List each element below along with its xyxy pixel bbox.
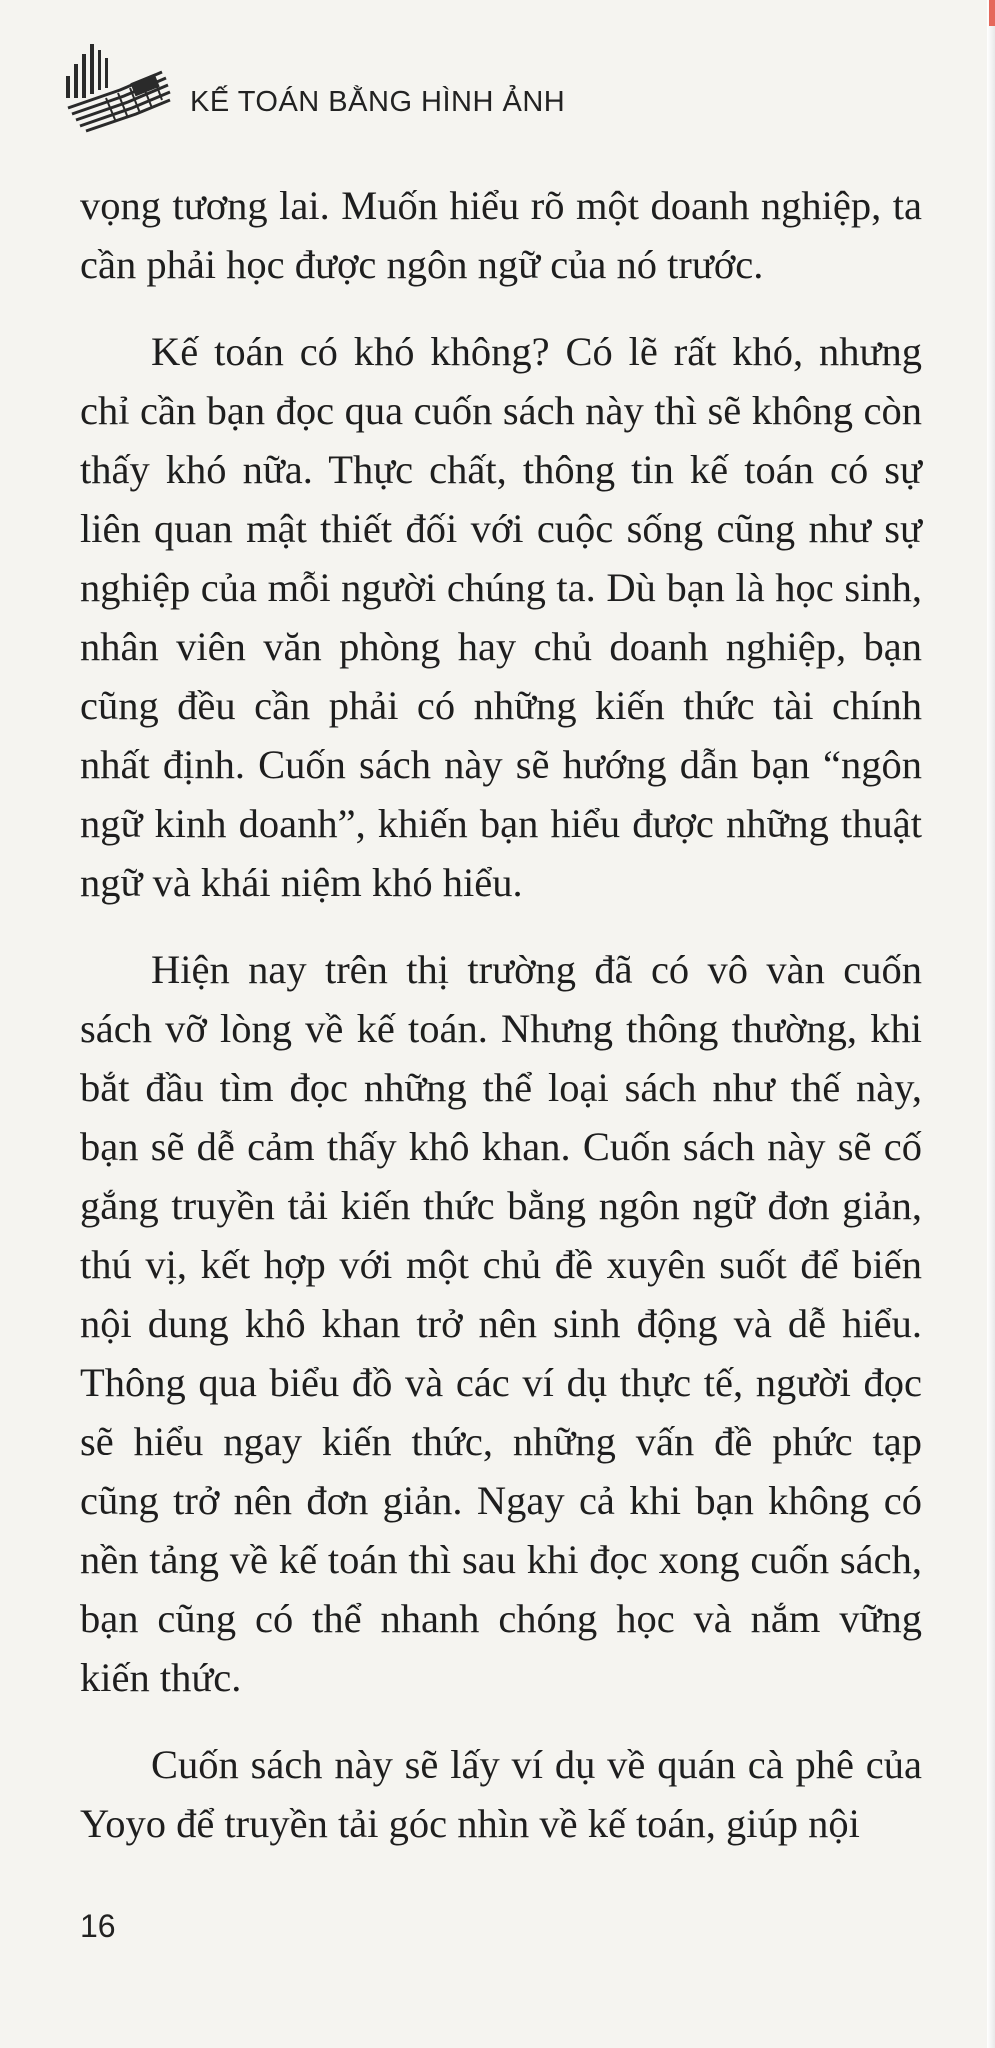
paragraph: vọng tương lai. Muốn hiểu rõ một doanh nghiệp, ta cần phải học được ngôn ngữ của nó trước. <box>80 183 922 287</box>
page-number: 16 <box>80 1908 116 1944</box>
main-text <box>80 176 922 1881</box>
book-logo-icon <box>62 38 177 138</box>
running-title: KẾ TOÁN BẰNG HÌNH ẢNH <box>190 86 566 118</box>
paragraph: Kế toán có khó không? Có lẽ rất khó, nhưng chỉ cần bạn đọc qua cuốn sách này thì sẽ không còn thấy khó nữa. Thực chất, thông tin kế toán có sự liên quan mật thiết đối với cuộc sống cũng như sự nghiệp của mỗi người chúng ta. Dù bạn là học sinh, nhân viên văn phòng hay chủ doanh nghiệp, bạn cũng đều cần phải có những kiến thức tài chính nhất định. Cuốn sách này sẽ hướng dẫn bạn “ngôn ngữ kinh doanh”, khiến bạn hiểu được những thuật ngữ và khái niệm khó hiểu. <box>80 329 922 905</box>
page-edge <box>987 0 995 2048</box>
page-header <box>62 38 662 138</box>
page-edge-accent <box>989 0 995 26</box>
paragraph: Hiện nay trên thị trường đã có vô vàn cuốn sách vỡ lòng về kế toán. Nhưng thông thường, khi bắt đầu tìm đọc những thể loại sách như thế này, bạn sẽ dễ cảm thấy khô khan. Cuốn sách này sẽ cố gắng truyền tải kiến thức bằng ngôn ngữ đơn giản, thú vị, kết hợp với một chủ đề xuyên suốt để biến nội dung khô khan trở nên sinh động và dễ hiểu. Thông qua biểu đồ và các ví dụ thực tế, người đọc sẽ hiểu ngay kiến thức, những vấn đề phức tạp cũng trở nên đơn giản. Ngay cả khi bạn không có nền tảng về kế toán thì sau khi đọc xong cuốn sách, bạn cũng có thể nhanh chóng học và nắm vững kiến thức. <box>80 947 922 1700</box>
paragraph: Cuốn sách này sẽ lấy ví dụ về quán cà phê của Yoyo để truyền tải góc nhìn về kế toán, giúp nội <box>80 1742 922 1846</box>
